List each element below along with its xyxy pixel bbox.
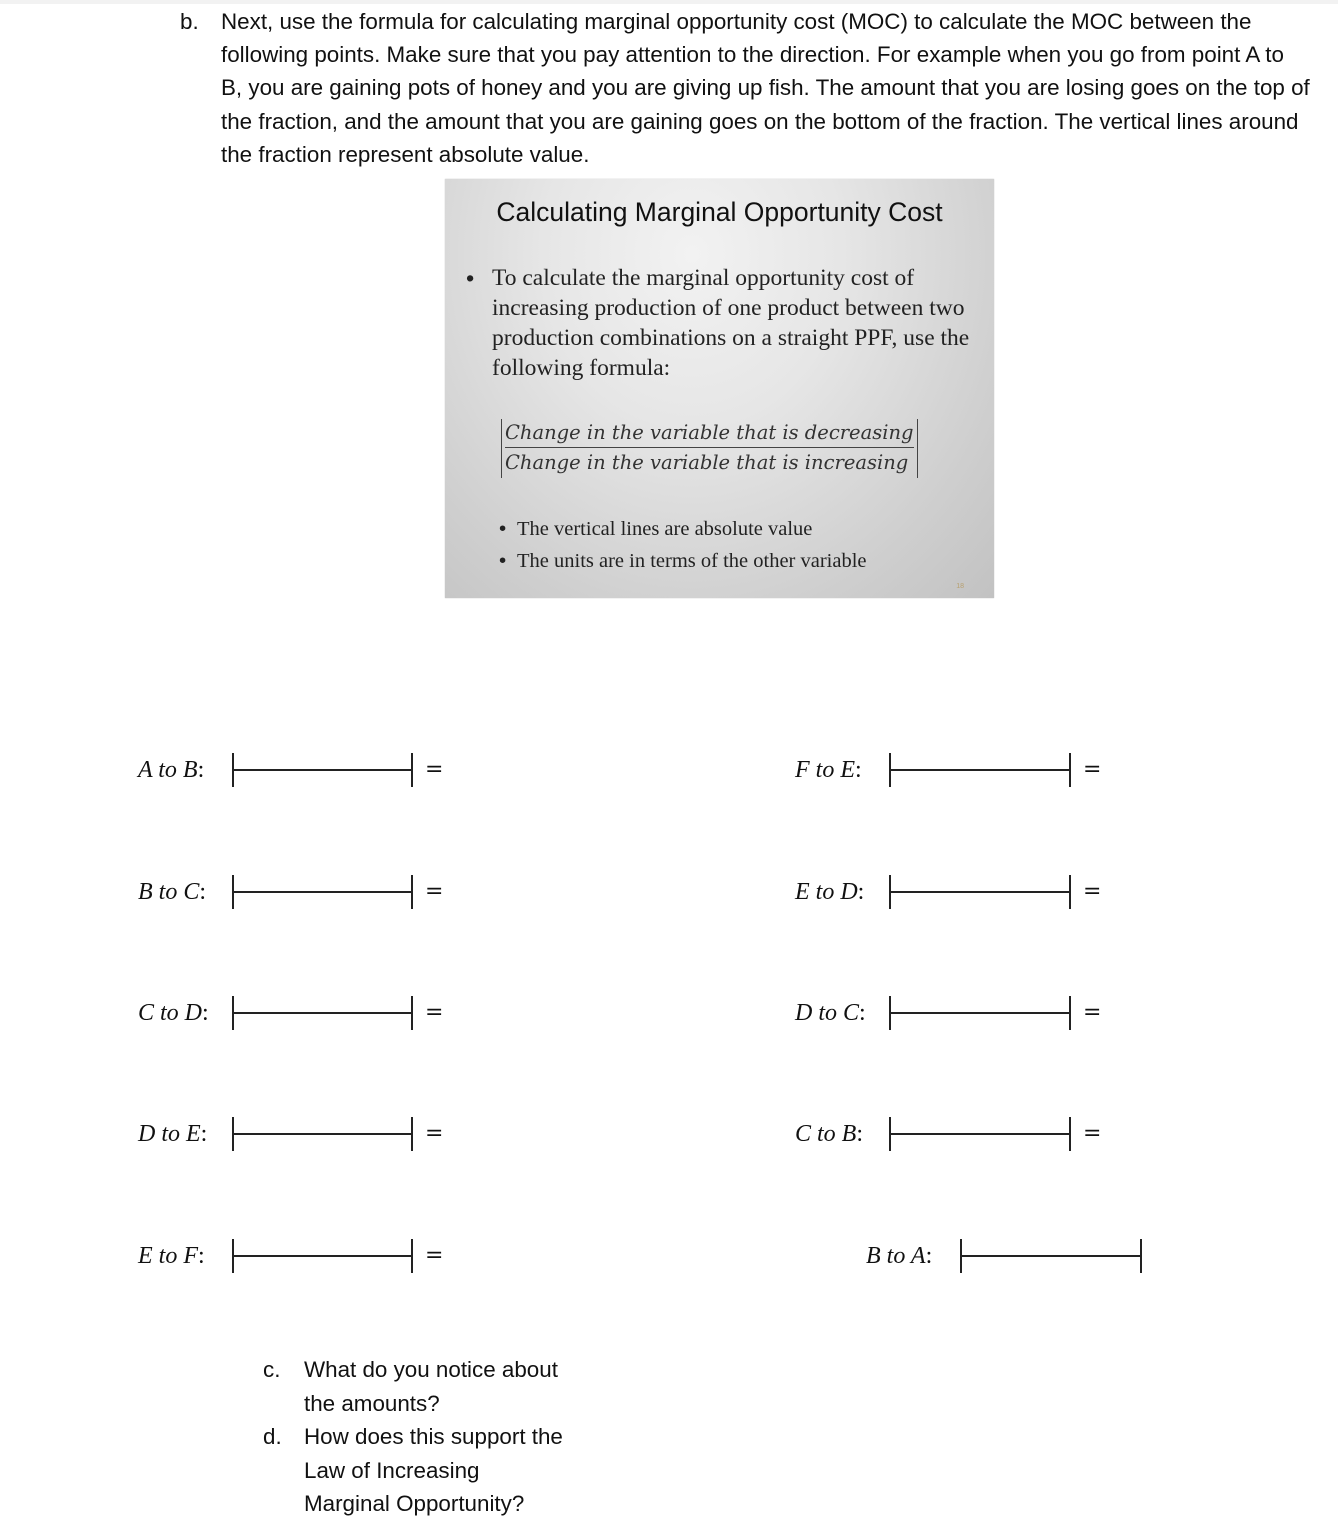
abs-bar-right <box>1069 996 1071 1030</box>
question-marker: c. <box>263 1357 281 1382</box>
row-label: E to F: <box>138 1243 205 1269</box>
fraction-line-answer[interactable] <box>890 1012 1069 1014</box>
row-label: B to C: <box>138 879 207 905</box>
question-marker: d. <box>263 1424 282 1449</box>
fraction-line-answer[interactable] <box>890 891 1069 893</box>
formula-numerator: Change in the variable that is decreasing <box>505 419 914 448</box>
abs-bar-right <box>1069 1117 1071 1151</box>
bullet-dot-icon: • <box>466 265 475 291</box>
moc-formula <box>501 419 918 478</box>
question-d <box>263 1420 563 1521</box>
abs-bar-right <box>1069 875 1071 909</box>
page-top-edge <box>0 0 1338 4</box>
row-label: C to D: <box>138 1000 209 1026</box>
item-b-marker: b. <box>180 9 199 34</box>
moc-row-f-to-e <box>0 748 1338 792</box>
row-label: A to B: <box>138 757 205 783</box>
equals-sign: = <box>425 1121 444 1146</box>
embedded-slide-image <box>445 179 994 598</box>
question-text: What do you notice about the amounts? <box>304 1357 558 1416</box>
row-label: F to E: <box>795 757 862 783</box>
sub-bullet <box>499 513 867 545</box>
fraction-line-answer[interactable] <box>890 1133 1069 1135</box>
row-label: C to B: <box>795 1121 864 1147</box>
abs-bar-right <box>1069 753 1071 787</box>
slide-bullet-text: To calculate the marginal opportunity cost of increasing production of one product between two production combinations on a straight PPF, use the following formula: <box>492 265 970 381</box>
fraction-line-answer[interactable] <box>961 1255 1140 1257</box>
moc-row-c-to-b <box>0 1112 1338 1156</box>
sub-bullet <box>499 545 867 577</box>
equals-sign: = <box>1083 1121 1102 1146</box>
slide-sub-bullets <box>499 513 867 577</box>
equals-sign: = <box>425 1243 444 1268</box>
moc-row-e-to-d <box>0 870 1338 914</box>
row-label: B to A: <box>866 1243 933 1269</box>
equals-sign: = <box>425 1000 444 1025</box>
question-c <box>263 1353 563 1420</box>
slide-title: Calculating Marginal Opportunity Cost <box>496 197 943 227</box>
equals-sign: = <box>1083 879 1102 904</box>
question-text: How does this support the Law of Increasing Marginal Opportunity? <box>304 1424 563 1516</box>
formula-denominator: Change in the variable that is increasing <box>505 451 909 474</box>
moc-row-b-to-a <box>0 1234 1338 1278</box>
item-b-text: Next, use the formula for calculating marginal opportunity cost (MOC) to calculate the MOC between the following points. Make sure that you pay attention to the direction. For example when you go from point A to B, you are gaining pots of honey and you are giving up fish. The amount that you are losing goes on the top of the fraction, and the amount that you are gaining goes on the bottom of the fraction. The vertical lines around the fraction represent absolute value. <box>221 9 1310 167</box>
row-label: D to C: <box>795 1000 866 1026</box>
fraction-line-answer[interactable] <box>890 769 1069 771</box>
row-label: D to E: <box>138 1121 208 1147</box>
bullet-dot-icon: • <box>499 549 507 572</box>
sub-bullet-text: The units are in terms of the other variable <box>517 550 867 572</box>
sub-bullet-text: The vertical lines are absolute value <box>517 518 813 540</box>
slide-number: 18 <box>956 583 964 590</box>
instruction-item-b <box>180 5 1310 171</box>
equals-sign: = <box>1083 1000 1102 1025</box>
equals-sign: = <box>425 879 444 904</box>
follow-up-questions <box>263 1353 563 1521</box>
moc-row-d-to-c <box>0 991 1338 1035</box>
slide-bullet <box>466 263 972 383</box>
abs-bar-right <box>1140 1239 1142 1273</box>
bullet-dot-icon: • <box>499 517 507 540</box>
equals-sign: = <box>425 757 444 782</box>
row-label: E to D: <box>795 879 865 905</box>
equals-sign: = <box>1083 757 1102 782</box>
